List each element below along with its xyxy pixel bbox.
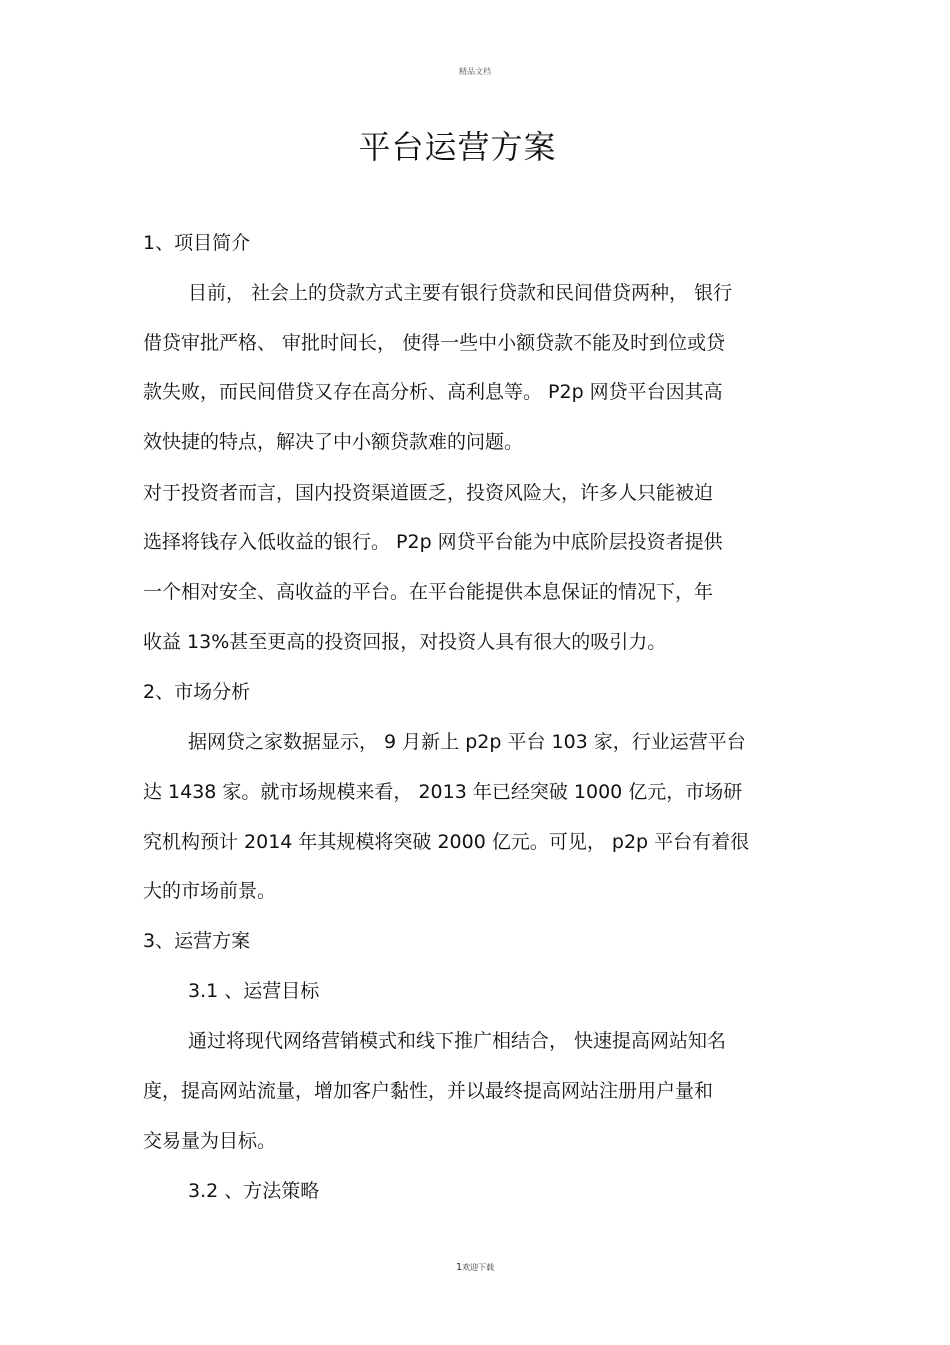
paragraph-line: 通过将现代网络营销模式和线下推广相结合， 快速提高网站知名 bbox=[188, 1030, 727, 1052]
paragraph-line: 选择将钱存入低收益的银行。 P2p 网贷平台能为中底阶层投资者提供 bbox=[143, 531, 723, 553]
paragraph-line: 借贷审批严格、 审批时间长， 使得一些中小额贷款不能及时到位或贷 bbox=[143, 332, 726, 354]
paragraph-line: 据网贷之家数据显示， 9 月新上 p2p 平台 103 家，行业运营平台 bbox=[188, 731, 746, 753]
footer-text: 欢迎下载 bbox=[462, 1263, 495, 1272]
header-note: 精品文档 bbox=[459, 67, 491, 76]
paragraph-line: 效快捷的特点，解决了中小额贷款难的问题。 bbox=[143, 431, 524, 453]
page-title: 平台运营方案 bbox=[358, 128, 557, 166]
paragraph-line: 对于投资者而言，国内投资渠道匮乏，投资风险大，许多人只能被迫 bbox=[143, 482, 714, 504]
paragraph-line: 一个相对安全、高收益的平台。在平台能提供本息保证的情况下，年 bbox=[143, 581, 714, 603]
paragraph-line: 究机构预计 2014 年其规模将突破 2000 亿元。可见， p2p 平台有着很 bbox=[143, 831, 750, 853]
paragraph-line: 度，提高网站流量，增加客户黏性，并以最终提高网站注册用户量和 bbox=[143, 1080, 714, 1102]
section-heading-3: 3、运营方案 bbox=[143, 930, 251, 952]
paragraph-line: 达 1438 家。就市场规模来看， 2013 年已经突破 1000 亿元，市场研 bbox=[143, 781, 743, 803]
paragraph-line: 交易量为目标。 bbox=[143, 1130, 277, 1152]
page-footer bbox=[0, 1262, 950, 1273]
page-number: 1 bbox=[455, 1262, 463, 1273]
section-heading-2: 2、市场分析 bbox=[143, 681, 251, 703]
paragraph-line: 大的市场前景。 bbox=[143, 880, 277, 902]
paragraph-line: 款失败，而民间借贷又存在高分析、高利息等。 P2p 网贷平台因其高 bbox=[143, 381, 723, 403]
paragraph-line: 收益 13%甚至更高的投资回报，对投资人具有很大的吸引力。 bbox=[143, 631, 667, 653]
subsection-heading-3-2: 3.2 、方法策略 bbox=[188, 1180, 320, 1202]
subsection-heading-3-1: 3.1 、运营目标 bbox=[188, 980, 320, 1002]
paragraph-line: 目前， 社会上的贷款方式主要有银行贷款和民间借贷两种， 银行 bbox=[188, 282, 733, 304]
section-heading-1: 1、项目简介 bbox=[143, 232, 251, 254]
